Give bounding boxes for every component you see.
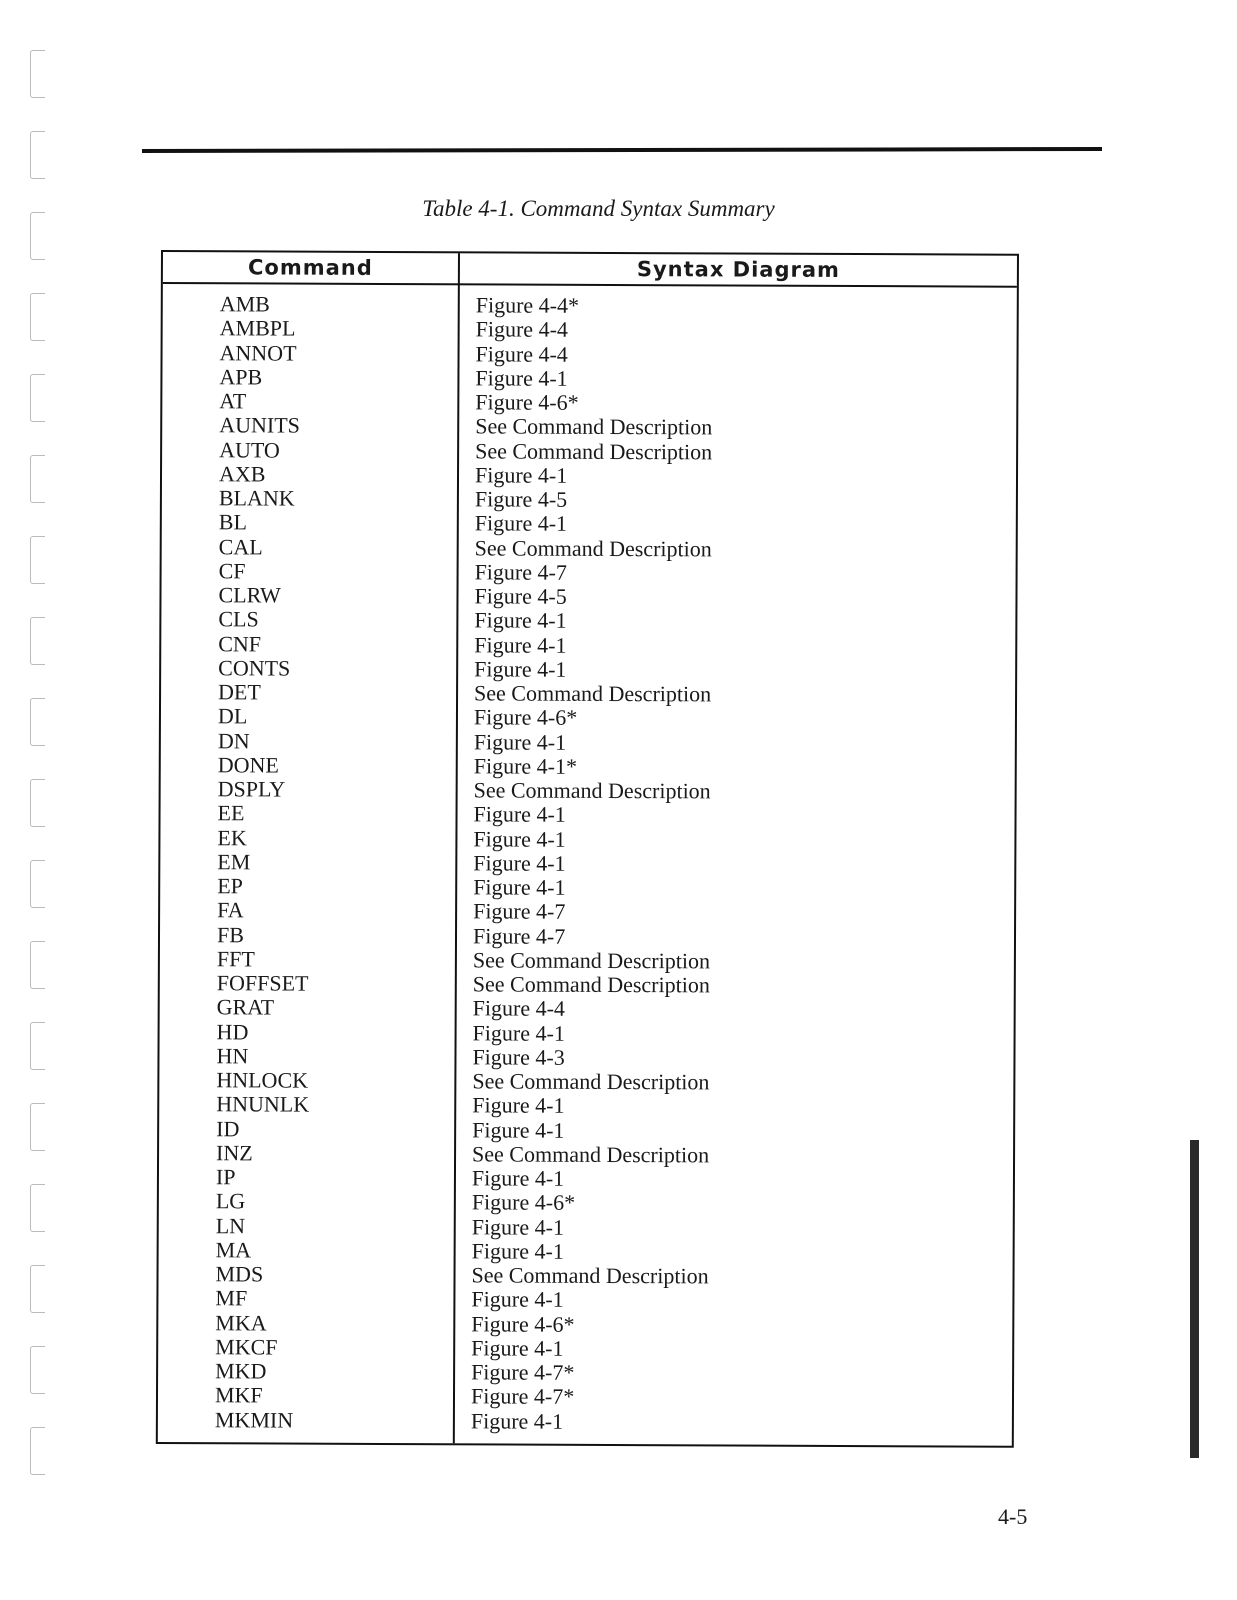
- syntax-cell: Figure 4-1: [473, 850, 566, 876]
- syntax-cell: Figure 4-1: [472, 1116, 565, 1143]
- syntax-cell: Figure 4-3: [472, 1044, 565, 1070]
- syntax-cell: Figure 4-1: [473, 825, 566, 852]
- command-cell: FA: [217, 897, 244, 923]
- command-cell: FB: [216, 921, 244, 947]
- syntax-column: [471, 293, 713, 1434]
- binding-hole-mark: [30, 1103, 45, 1151]
- command-cell: GRAT: [216, 994, 275, 1020]
- column-header-syntax-diagram: Syntax Diagram: [636, 257, 841, 282]
- binding-hole-mark: [30, 536, 45, 584]
- syntax-cell: See Command Description: [475, 437, 713, 464]
- command-cell: LN: [215, 1212, 246, 1238]
- binding-hole-mark: [30, 50, 45, 98]
- command-cell: MDS: [215, 1261, 264, 1287]
- syntax-cell: Figure 4-7*: [471, 1359, 575, 1385]
- syntax-cell: Figure 4-7*: [470, 1383, 575, 1410]
- command-cell: HN: [216, 1042, 249, 1069]
- page-number: 4-5: [998, 1504, 1028, 1529]
- syntax-cell: Figure 4-1: [474, 631, 567, 658]
- syntax-cell: Figure 4-1: [470, 1407, 564, 1434]
- table-title: [0, 196, 1237, 222]
- binding-marks: [30, 40, 54, 1560]
- command-cell: MF: [215, 1285, 248, 1311]
- syntax-cell: Figure 4-1: [471, 1213, 565, 1240]
- command-cell: AXB: [218, 461, 266, 487]
- binding-hole-mark: [30, 860, 45, 908]
- syntax-cell: See Command Description: [474, 534, 712, 561]
- command-cell: CLS: [218, 606, 259, 632]
- column-divider: [453, 253, 460, 1443]
- binding-hole-mark: [30, 1184, 45, 1232]
- syntax-cell: Figure 4-1: [472, 1019, 565, 1046]
- syntax-cell: Figure 4-1: [474, 607, 567, 634]
- syntax-cell: Figure 4-1: [473, 728, 567, 755]
- binding-hole-mark: [30, 941, 45, 989]
- command-cell: DL: [217, 703, 248, 729]
- binding-hole-mark: [30, 617, 45, 665]
- command-cell: AMB: [219, 291, 270, 317]
- command-cell: MA: [215, 1236, 252, 1263]
- binding-hole-mark: [30, 698, 45, 746]
- command-column: [215, 292, 313, 1432]
- table-title-text: Table 4-1. Command Syntax Summary: [422, 196, 775, 221]
- syntax-cell: Figure 4-4: [475, 316, 568, 343]
- syntax-cell: Figure 4-1: [474, 462, 568, 488]
- command-cell: MKD: [215, 1358, 267, 1384]
- syntax-cell: Figure 4-1: [471, 1165, 565, 1191]
- syntax-cell: Figure 4-1: [474, 510, 568, 537]
- command-cell: LG: [215, 1188, 246, 1214]
- binding-hole-mark: [30, 131, 45, 179]
- syntax-cell: Figure 4-4: [472, 995, 566, 1022]
- binding-hole-mark: [30, 455, 45, 503]
- command-cell: DSPLY: [217, 776, 286, 802]
- syntax-cell: Figure 4-4*: [475, 292, 580, 318]
- command-cell: AUNITS: [219, 412, 300, 438]
- syntax-cell: Figure 4-6*: [473, 704, 578, 731]
- syntax-cell: Figure 4-1: [473, 874, 566, 900]
- command-cell: MKCF: [215, 1333, 278, 1360]
- binding-hole-mark: [30, 374, 45, 422]
- syntax-cell: See Command Description: [472, 1141, 710, 1168]
- binding-hole-mark: [30, 779, 45, 827]
- command-cell: CLRW: [218, 582, 281, 608]
- binding-hole-mark: [30, 293, 45, 341]
- command-cell: BLANK: [218, 485, 295, 511]
- command-cell: CAL: [218, 533, 263, 559]
- command-cell: ID: [216, 1115, 240, 1141]
- command-cell: EP: [217, 873, 243, 899]
- command-cell: BL: [218, 509, 247, 535]
- command-cell: HNUNLK: [216, 1091, 310, 1117]
- syntax-cell: Figure 4-6*: [471, 1310, 575, 1337]
- syntax-cell: See Command Description: [472, 1068, 710, 1095]
- syntax-cell: Figure 4-1: [471, 1238, 564, 1264]
- syntax-cell: Figure 4-1: [471, 1335, 564, 1361]
- command-cell: CONTS: [218, 655, 291, 681]
- binding-hole-mark: [30, 1265, 45, 1313]
- binding-hole-mark: [30, 1346, 45, 1394]
- syntax-cell: See Command Description: [473, 777, 711, 804]
- command-cell: HD: [216, 1018, 249, 1044]
- command-cell: AUTO: [219, 436, 280, 463]
- column-header-command: Command: [247, 255, 373, 280]
- command-cell: MKF: [214, 1382, 263, 1408]
- syntax-cell: Figure 4-1: [472, 1092, 565, 1119]
- syntax-cell: See Command Description: [475, 413, 713, 440]
- command-cell: AMBPL: [219, 315, 296, 341]
- syntax-cell: Figure 4-1: [471, 1286, 564, 1313]
- command-cell: AT: [219, 388, 247, 414]
- binding-hole-mark: [30, 1022, 45, 1070]
- header-rule: [142, 147, 1102, 153]
- command-cell: INZ: [216, 1139, 253, 1166]
- command-cell: MKA: [215, 1309, 267, 1335]
- command-cell: EE: [217, 800, 245, 826]
- syntax-cell: See Command Description: [474, 680, 712, 707]
- command-cell: MKMIN: [214, 1406, 294, 1433]
- command-cell: APB: [219, 364, 263, 390]
- binding-hole-mark: [30, 1427, 45, 1475]
- command-cell: EK: [217, 824, 247, 850]
- syntax-cell: Figure 4-5: [474, 583, 567, 609]
- syntax-cell: Figure 4-1: [474, 656, 567, 682]
- command-cell: DET: [218, 679, 261, 705]
- command-cell: FOFFSET: [216, 970, 309, 996]
- syntax-cell: Figure 4-5: [474, 486, 568, 512]
- command-cell: FFT: [216, 946, 255, 972]
- syntax-cell: Figure 4-1*: [473, 753, 578, 779]
- syntax-cell: Figure 4-1: [475, 365, 568, 391]
- command-cell: HNLOCK: [216, 1067, 309, 1093]
- command-cell: CF: [218, 558, 246, 584]
- command-cell: EM: [217, 849, 251, 875]
- command-cell: DONE: [217, 752, 279, 778]
- syntax-cell: Figure 4-6*: [471, 1189, 576, 1216]
- syntax-cell: Figure 4-7: [472, 922, 566, 949]
- command-cell: IP: [215, 1164, 236, 1190]
- syntax-cell: Figure 4-7: [473, 898, 566, 925]
- syntax-cell: Figure 4-4: [475, 340, 568, 367]
- syntax-cell: See Command Description: [471, 1262, 709, 1289]
- command-cell: ANNOT: [219, 339, 297, 366]
- page-edge-bar: [1190, 1140, 1199, 1458]
- syntax-cell: Figure 4-7: [474, 559, 567, 585]
- syntax-cell: Figure 4-1: [473, 801, 566, 828]
- syntax-cell: Figure 4-6*: [475, 389, 579, 415]
- command-cell: CNF: [218, 630, 262, 656]
- syntax-cell: See Command Description: [472, 971, 710, 998]
- command-syntax-table: [156, 250, 1019, 1448]
- syntax-cell: See Command Description: [472, 947, 711, 974]
- command-cell: DN: [217, 727, 250, 753]
